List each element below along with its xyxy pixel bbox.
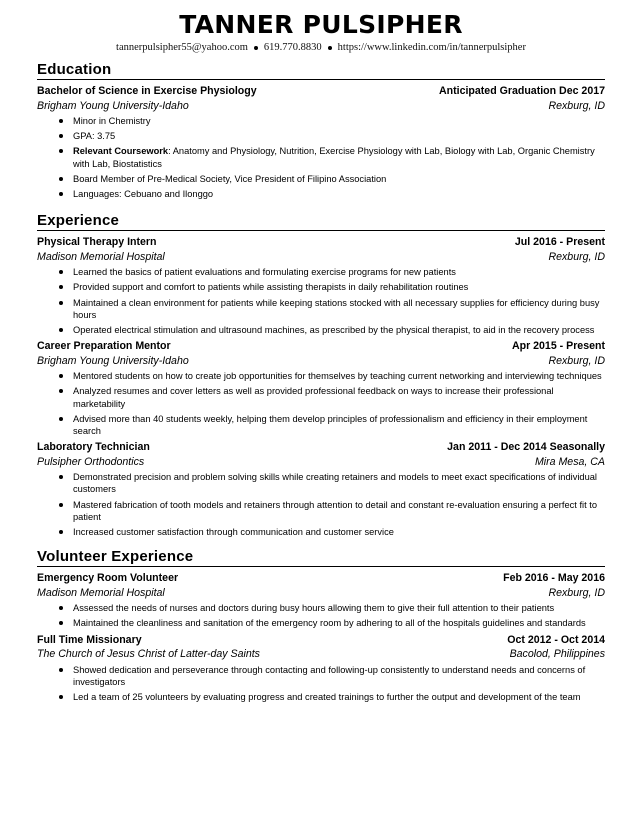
bullet-icon	[59, 328, 63, 332]
phone-number: 619.770.8830	[263, 42, 322, 53]
volunteer-role: Emergency Room Volunteer	[37, 572, 179, 585]
job-entry	[37, 339, 605, 437]
list-item	[37, 617, 605, 629]
entry-header	[37, 571, 605, 586]
bullet-text: Demonstrated precision and problem solving skills while creating retainers and models to meet exact specifications of individual customers	[73, 472, 597, 495]
bullet-icon	[59, 149, 63, 153]
bullet-icon	[59, 621, 63, 625]
bullet-text: Assessed the needs of nurses and doctors during busy hours allowing them to give their full attention to their patients	[73, 603, 555, 614]
entry-subheader	[37, 586, 605, 601]
bullet-icon	[59, 475, 63, 479]
list-item	[37, 324, 605, 336]
bullet-text: Languages: Cebuano and Ilonggo	[73, 189, 214, 200]
bullet-icon	[59, 503, 63, 507]
volunteer-entry	[37, 633, 605, 704]
bullet-text: Increased customer satisfaction through communication and customer service	[73, 527, 394, 538]
bullet-separator-icon	[254, 46, 258, 50]
bullet-icon	[59, 374, 63, 378]
list-item	[37, 370, 605, 382]
job-org: Madison Memorial Hospital	[37, 250, 165, 263]
bullet-icon	[59, 695, 63, 699]
entry-header	[37, 235, 605, 250]
bullet-text: Led a team of 25 volunteers by evaluating progress and created trainings to further the output and development of the team	[73, 692, 581, 703]
school-location: Rexburg, ID	[548, 99, 605, 112]
job-bullets	[37, 370, 605, 437]
bullet-icon	[59, 530, 63, 534]
job-location: Rexburg, ID	[548, 354, 605, 367]
education-entry	[37, 84, 605, 200]
bullet-icon	[59, 301, 63, 305]
section-title-education: Education	[37, 61, 605, 80]
volunteer-location: Rexburg, ID	[548, 586, 605, 599]
job-location: Rexburg, ID	[548, 250, 605, 263]
volunteer-dates: Feb 2016 - May 2016	[503, 572, 605, 585]
list-item	[37, 173, 605, 185]
experience-section	[37, 212, 605, 538]
list-item	[37, 297, 605, 321]
volunteer-org: The Church of Jesus Christ of Latter-day Saints	[37, 648, 260, 661]
entry-subheader	[37, 455, 605, 470]
entry-subheader	[37, 354, 605, 369]
job-role: Physical Therapy Intern	[37, 236, 157, 249]
bullet-icon	[59, 119, 63, 123]
list-item	[37, 664, 605, 688]
bullet-text: Showed dedication and perseverance through contacting and following-up consistently to understand needs and concerns of investigators	[73, 664, 586, 687]
bullet-text: Maintained the cleanliness and sanitation of the emergency room by adhering to all of the hospitals guidelines and standards	[73, 618, 586, 629]
graduation-date: Anticipated Graduation Dec 2017	[438, 85, 605, 97]
bullet-text: Advised more than 40 students weekly, helping them develop principles of professionalism and efficiency in their employment search	[73, 413, 588, 437]
job-org: Pulsipher Orthodontics	[37, 455, 145, 468]
entry-subheader	[37, 250, 605, 265]
job-dates: Jul 2016 - Present	[514, 236, 605, 249]
bullet-text: Analyzed resumes and cover letters as well as provided professional feedback on ways to increase their professional marketability	[73, 386, 554, 409]
entry-subheader	[37, 99, 605, 114]
education-section	[37, 61, 605, 200]
bullet-icon	[59, 668, 63, 672]
list-item	[37, 526, 605, 538]
bullet-text: Board Member of Pre-Medical Society, Vice President of Filipino Association	[73, 173, 387, 184]
section-title-experience: Experience	[37, 212, 605, 231]
list-item	[37, 130, 605, 142]
bullet-text: Learned the basics of patient evaluations and formulating exercise programs for new patients	[73, 267, 456, 278]
bullet-text: Mastered fabrication of tooth models and retainers through attention to detail and constant re-evaluation ensuring a perfect fit to patient	[73, 499, 598, 522]
job-entry	[37, 235, 605, 336]
list-item	[37, 385, 605, 409]
bullet-text: Maintained a clean environment for patients while keeping stations stocked with all necessary supplies for efficiency during busy hours	[73, 297, 600, 320]
bullet-text: Operated electrical stimulation and ultrasound machines, as prescribed by the physical therapist, to aid in the recovery process	[73, 325, 595, 336]
contact-line	[37, 42, 605, 54]
list-item	[37, 266, 605, 278]
volunteer-org: Madison Memorial Hospital	[37, 586, 165, 599]
coursework-label: Relevant Coursework	[73, 146, 169, 157]
job-role: Laboratory Technician	[37, 441, 150, 454]
bullet-icon	[59, 606, 63, 610]
job-org: Brigham Young University-Idaho	[37, 354, 189, 367]
bullet-text: Minor in Chemistry	[73, 116, 151, 126]
job-dates: Apr 2015 - Present	[511, 340, 605, 353]
school-name: Brigham Young University-Idaho	[37, 99, 189, 112]
resume-page	[37, 10, 605, 706]
list-item	[37, 145, 605, 169]
entry-header	[37, 339, 605, 354]
section-title-volunteer: Volunteer Experience	[37, 548, 605, 567]
email-link[interactable]: tannerpulsipher55@yahoo.com	[116, 42, 248, 53]
volunteer-section	[37, 548, 605, 703]
degree-title: Bachelor of Science in Exercise Physiology	[37, 85, 257, 97]
bullet-icon	[59, 270, 63, 274]
list-item	[37, 115, 605, 127]
entry-header	[37, 633, 605, 648]
linkedin-link[interactable]: https://www.linkedin.com/in/tannerpulsipher	[337, 42, 526, 53]
list-item	[37, 471, 605, 495]
bullet-icon	[59, 177, 63, 181]
job-role: Career Preparation Mentor	[37, 340, 171, 353]
list-item	[37, 602, 605, 614]
volunteer-entry	[37, 571, 605, 629]
list-item	[37, 499, 605, 523]
volunteer-dates: Oct 2012 - Oct 2014	[507, 633, 605, 646]
bullet-icon	[59, 192, 63, 196]
list-item	[37, 281, 605, 293]
list-item	[37, 188, 605, 200]
list-item	[37, 413, 605, 437]
coursework-text: : Anatomy and Physiology, Nutrition, Exercise Physiology with Lab, Biology with Lab, Organic Chemistry with Lab, Biostatistics	[73, 146, 595, 169]
bullet-text: Provided support and comfort to patients while assisting therapists in daily rehabilitation routines	[73, 282, 469, 293]
job-entry	[37, 440, 605, 538]
bullet-icon	[59, 285, 63, 289]
volunteer-bullets	[37, 664, 605, 704]
bullet-icon	[59, 134, 63, 138]
education-bullets	[37, 115, 605, 200]
candidate-name: TANNER PULSIPHER	[179, 10, 463, 39]
job-dates: Jan 2011 - Dec 2014 Seasonally	[447, 441, 605, 454]
bullet-icon	[59, 389, 63, 393]
entry-header	[37, 84, 605, 99]
job-location: Mira Mesa, CA	[534, 455, 605, 468]
bullet-icon	[59, 417, 63, 421]
bullet-text: Mentored students on how to create job opportunities for themselves by teaching current networking and interviewing techniques	[73, 371, 602, 382]
entry-header	[37, 440, 605, 455]
bullet-text: GPA: 3.75	[73, 131, 116, 142]
entry-subheader	[37, 647, 605, 662]
volunteer-location: Bacolod, Philippines	[509, 648, 605, 661]
volunteer-role: Full Time Missionary	[37, 633, 142, 646]
bullet-separator-icon	[328, 46, 332, 50]
volunteer-bullets	[37, 602, 605, 629]
job-bullets	[37, 266, 605, 336]
job-bullets	[37, 471, 605, 538]
list-item	[37, 691, 605, 703]
